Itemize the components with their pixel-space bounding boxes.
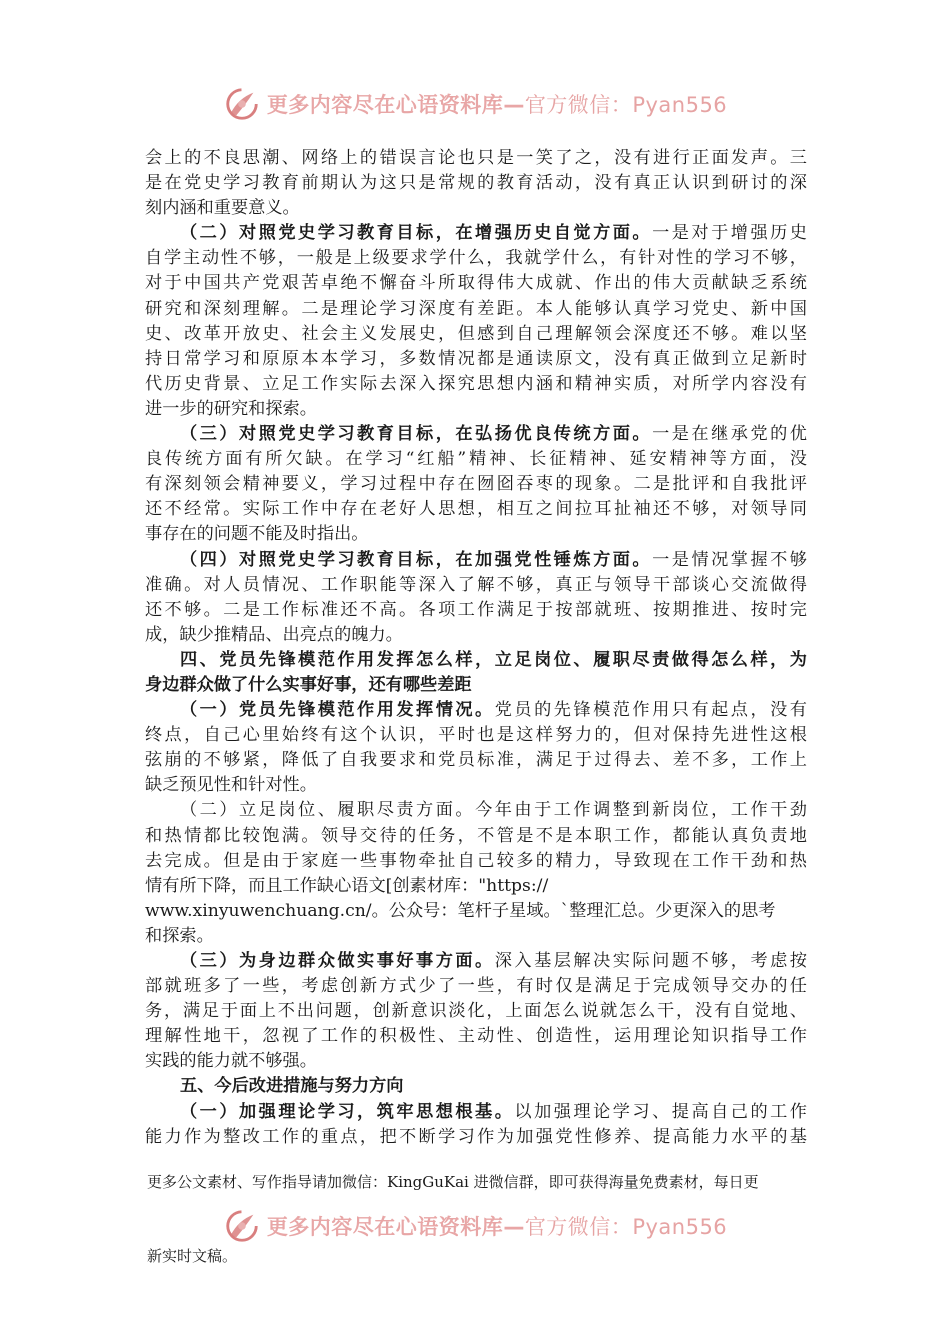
bold-heading: 五、今后改进措施与努力方向 xyxy=(180,1076,404,1097)
text-line xyxy=(145,874,807,899)
line-text: 还不够。二是工作标准还不高。各项工作满足于按部就班、按期推进、按时完 xyxy=(145,599,807,620)
line-text: 进一步的研究和探索。 xyxy=(145,398,317,419)
line-text: 史、改革开放史、社会主义发展史，但感到自己理解领会深度还不够。难以坚 xyxy=(145,323,807,344)
text-line xyxy=(145,773,807,798)
text-line xyxy=(145,899,807,924)
bold-heading: （三）对照党史学习教育目标，在弘扬优良传统方面。 xyxy=(180,424,653,445)
banner-wechat-id: Pyan556 xyxy=(632,1215,728,1239)
bold-heading: （一）加强理论学习，筑牢思想根基。 xyxy=(180,1101,515,1122)
line-text: 去完成。但是由于家庭一些事物牵扯自己较多的精力，导致现在工作干劲和热 xyxy=(145,850,807,871)
text-line xyxy=(145,1049,807,1074)
line-text: 党员的先锋模范作用只有起点，没有 xyxy=(494,700,807,721)
line-text: 部就班多了一些，考虑创新方式少了一些，有时仅是满足于完成领导交办的任 xyxy=(145,976,807,997)
line-text: 情有所下降，而且工作缺心语文[创素材库："https:// xyxy=(145,875,549,896)
line-text: 研究和深刻理解。二是理论学习深度有差距。本人能够认真学习党史、新中国 xyxy=(145,298,807,319)
bold-heading: （一）党员先锋模范作用发挥情况。 xyxy=(180,700,495,721)
line-text: 缺乏预见性和针对性。 xyxy=(145,775,317,796)
banner-wechat-label: 官方微信： xyxy=(524,1215,633,1239)
text-line xyxy=(145,372,807,397)
text-line xyxy=(145,573,807,598)
text-line xyxy=(145,673,807,698)
line-text: 弦崩的不够紧，降低了自我要求和党员标准，满足于过得去、差不多，工作上 xyxy=(145,750,807,771)
line-text: 理解性地干，忽视了工作的积极性、主动性、创造性，运用理论知识指导工作 xyxy=(145,1026,807,1047)
text-line xyxy=(145,824,807,849)
line-text: 准确。对人员情况、工作职能等深入了解不够，真正与领导干部谈心交流做得 xyxy=(145,574,807,595)
text-line xyxy=(145,648,807,673)
line-text: 会上的不良思潮、网络上的错误言论也只是一笑了之，没有进行正面发声。三 xyxy=(145,148,807,168)
text-line xyxy=(145,723,807,748)
text-line xyxy=(145,623,807,648)
line-text: 自学主动性不够，一般是上级要求学什么，我就学什么，有针对性的学习不够， xyxy=(145,248,807,269)
line-text: 实践的能力就不够强。 xyxy=(145,1051,317,1072)
line-text: 事存在的问题不能及时指出。 xyxy=(145,524,369,545)
line-text: 一是情况掌握不够 xyxy=(652,549,807,570)
banner-text xyxy=(267,89,727,119)
text-line xyxy=(145,949,807,974)
line-text: 良传统方面有所欠缺。在学习“红船”精神、长征精神、延安精神等方面，没 xyxy=(145,449,807,470)
line-text: 一是对于增强历史 xyxy=(652,223,807,244)
document-body xyxy=(145,146,807,1150)
bold-heading: （四）对照党史学习教育目标，在加强党性锤炼方面。 xyxy=(180,549,653,570)
line-text: 务，满足于面上不出问题，创新意识淡化，上面怎么说就怎么干，没有自觉地、 xyxy=(145,1001,807,1022)
text-line xyxy=(145,297,807,322)
text-line xyxy=(145,472,807,497)
text-line xyxy=(145,422,807,447)
line-text: 终点，自己心里始终有这个认识，平时也是这样努力的，但对保持先进性这根 xyxy=(145,725,807,746)
text-line xyxy=(145,1100,807,1125)
line-text: 以加强理论学习、提高自己的工作 xyxy=(514,1101,807,1122)
footer-note-continued: 新实时文稿。 xyxy=(147,1247,238,1265)
text-line xyxy=(145,221,807,246)
brush-logo-icon xyxy=(223,1207,261,1245)
bold-heading: 四、党员先锋模范作用发挥怎么样，立足岗位、履职尽责做得怎么样，为 xyxy=(180,649,807,670)
line-text: 深入基层解决实际问题不够，考虑按 xyxy=(494,951,807,971)
footer-note: 更多公文素材、写作指导请加微信：KingGuKai 进微信群，即可获得海量免费素材，每日更 xyxy=(147,1173,759,1191)
footer-banner xyxy=(0,1206,950,1246)
banner-dash: — xyxy=(503,1215,525,1239)
text-line xyxy=(145,246,807,271)
line-text: 持日常学习和原原本本学习，多数情况都是通读原文，没有真正做到立足新时 xyxy=(145,348,807,369)
header-banner xyxy=(0,84,950,124)
banner-text xyxy=(267,1211,727,1241)
line-text: 刻内涵和重要意义。 xyxy=(145,198,300,219)
line-text: 一是在继承党的优 xyxy=(652,424,807,445)
text-line xyxy=(145,548,807,573)
text-line xyxy=(145,1074,807,1099)
text-line xyxy=(145,271,807,296)
line-text: 对于中国共产党艰苦卓绝不懈奋斗所取得伟大成就、作出的伟大贡献缺乏系统 xyxy=(145,273,807,294)
line-text: www.xinyuwenchuang.cn/。公众号：笔杆子星域。`整理汇总。少更深入的思考 xyxy=(145,900,776,921)
line-text: 有深刻领会精神要义，学习过程中存在囫囵吞枣的现象。二是批评和自我批评 xyxy=(145,474,807,495)
text-line xyxy=(145,397,807,422)
text-line xyxy=(145,698,807,723)
text-line xyxy=(145,171,807,196)
brush-logo-icon xyxy=(223,85,261,123)
line-text: 代历史背景、立足工作实际去深入探究思想内涵和精神实质，对所学内容没有 xyxy=(145,373,807,394)
line-text: 还不经常。实际工作中存在老好人思想，相互之间拉耳扯袖还不够，对领导同 xyxy=(145,499,807,520)
text-line xyxy=(145,347,807,372)
line-text: 是在党史学习教育前期认为这只是常规的教育活动，没有真正认识到研讨的深 xyxy=(145,173,807,194)
text-line xyxy=(145,447,807,472)
text-line xyxy=(145,322,807,347)
line-text: 能力作为整改工作的重点，把不断学习作为加强党性修养、提高能力水平的基 xyxy=(145,1126,807,1147)
text-line xyxy=(145,974,807,999)
text-line xyxy=(145,146,807,171)
banner-title: 更多内容尽在心语资料库 xyxy=(266,1215,504,1239)
text-line xyxy=(145,924,807,949)
bold-heading: 身边群众做了什么实事好事，还有哪些差距 xyxy=(145,674,472,695)
text-line xyxy=(145,1024,807,1049)
line-text: 成，缺少推精品、出亮点的魄力。 xyxy=(145,624,403,645)
banner-wechat-id: Pyan556 xyxy=(632,93,728,117)
line-text: 和热情都比较饱满。领导交待的任务，不管是不是本职工作，都能认真负责地 xyxy=(145,825,807,846)
banner-title: 更多内容尽在心语资料库 xyxy=(266,93,504,117)
banner-wechat-label: 官方微信： xyxy=(524,93,633,117)
text-line xyxy=(145,598,807,623)
bold-heading: （三）为身边群众做实事好事方面。 xyxy=(180,951,495,971)
text-line xyxy=(145,497,807,522)
text-line xyxy=(145,1125,807,1150)
line-text: （二）立足岗位、履职尽责方面。今年由于工作调整到新岗位，工作干劲 xyxy=(180,800,807,821)
bold-heading: （二）对照党史学习教育目标，在增强历史自觉方面。 xyxy=(180,223,653,244)
text-line xyxy=(145,196,807,221)
banner-dash: — xyxy=(503,93,525,117)
text-line xyxy=(145,999,807,1024)
text-line xyxy=(145,798,807,823)
text-line xyxy=(145,522,807,547)
text-line xyxy=(145,748,807,773)
line-text: 和探索。 xyxy=(145,925,214,946)
text-line xyxy=(145,849,807,874)
